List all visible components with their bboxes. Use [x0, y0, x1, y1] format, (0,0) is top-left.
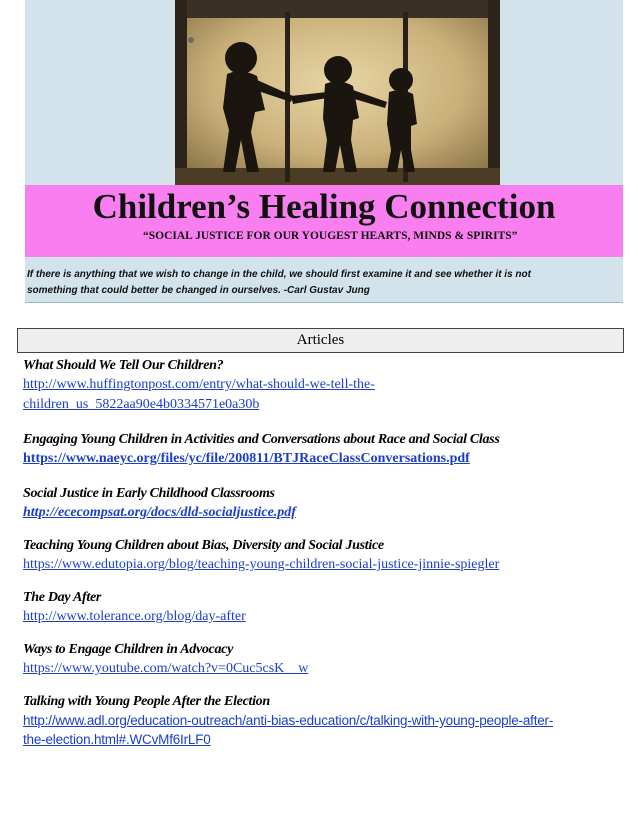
- article-title: The Day After: [23, 590, 102, 605]
- article-title: What Should We Tell Our Children?: [23, 358, 224, 373]
- jung-quote: [27, 267, 619, 299]
- article-link[interactable]: https://www.youtube.com/watch?v=0Cuc5csK__w: [23, 661, 309, 676]
- quote-line-2: something that could better be changed in ourselves. -Carl Gustav Jung: [27, 285, 370, 296]
- article-title: Teaching Young Children about Bias, Diversity and Social Justice: [23, 538, 384, 553]
- article-item: [23, 692, 623, 749]
- article-link[interactable]: [23, 375, 623, 415]
- article-link-line-1[interactable]: http://www.adl.org/education-outreach/anti-bias-education/c/talking-with-young-people-after-: [23, 713, 554, 728]
- article-link[interactable]: [23, 711, 623, 749]
- article-title: Ways to Engage Children in Advocacy: [23, 642, 234, 657]
- article-link[interactable]: https://www.edutopia.org/blog/teaching-young-children-social-justice-jinnie-spiegler: [23, 557, 500, 572]
- page-title: Children’s Healing Connection: [92, 187, 556, 226]
- article-link[interactable]: http://www.tolerance.org/blog/day-after: [23, 609, 246, 624]
- article-item: [23, 640, 623, 679]
- quote-banner: [25, 257, 623, 303]
- article-item: [23, 356, 623, 415]
- article-title: Social Justice in Early Childhood Classrooms: [23, 486, 275, 501]
- title-banner: [25, 185, 623, 257]
- article-link-line-2[interactable]: the-election.html#.WCvMf6IrLF0: [23, 732, 211, 747]
- article-link[interactable]: https://www.naeyc.org/files/yc/file/200811/BTJRaceClassConversations.pdf: [23, 451, 470, 466]
- children-holding-hands-photo: [175, 0, 500, 185]
- quote-line-1: If there is anything that we wish to change in the child, we should first examine it and see whether it is not: [27, 269, 531, 280]
- article-link[interactable]: http://ececompsat.org/docs/dld-socialjustice.pdf: [23, 505, 296, 520]
- header-photo-banner: [25, 0, 623, 185]
- article-title: Talking with Young People After the Election: [23, 694, 270, 709]
- article-item: [23, 430, 623, 469]
- articles-heading: Articles: [17, 328, 624, 353]
- article-item: [23, 484, 623, 523]
- article-title: Engaging Young Children in Activities and Conversations about Race and Social Class: [23, 432, 500, 447]
- article-item: [23, 588, 623, 627]
- article-link-line-2[interactable]: children_us_5822aa90e4b0334571e0a30b: [23, 397, 260, 412]
- article-item: [23, 536, 623, 575]
- page-subtitle: “SOCIAL JUSTICE FOR OUR YOUGEST HEARTS, MINDS & SPIRITS”: [143, 230, 518, 242]
- article-link-line-1[interactable]: http://www.huffingtonpost.com/entry/what-should-we-tell-the-: [23, 377, 375, 392]
